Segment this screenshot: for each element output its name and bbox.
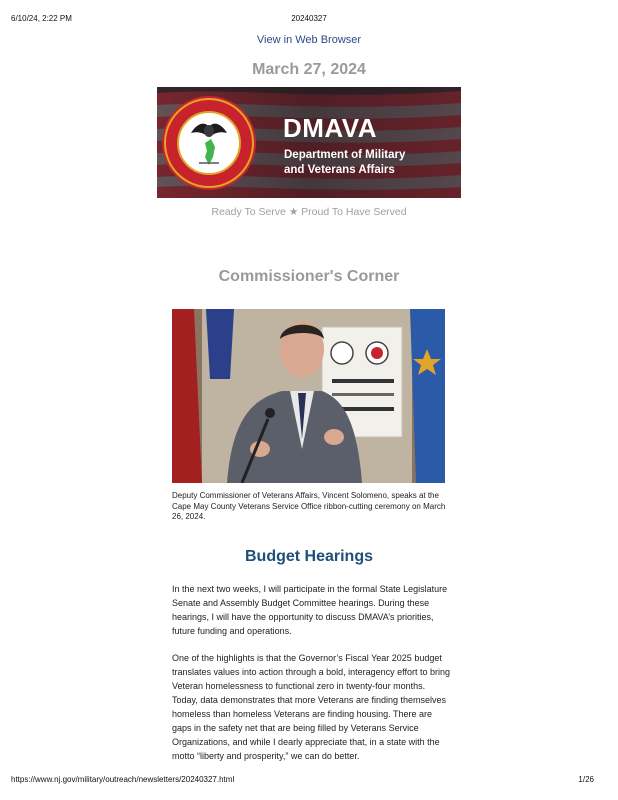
banner-title: DMAVA — [283, 113, 377, 143]
page-number: 1/26 — [578, 775, 594, 784]
banner-subtitle-line1: Department of Military — [284, 149, 406, 161]
article-paragraph: One of the highlights is that the Governor’s Fiscal Year 2025 budget translates values into action through a bold, interagency effort to bring Veteran homelessness to functional zero in twenty-four months. Today, data demonstrates that more Veterans are finding themselves homeless than homeless Veterans are finding housing. There are gaps in the safety net that are being filled by Veterans Service Organizations, and while I dearly appreciate that, in a state with the motto “liberty and prosperity,” we can do better. — [172, 653, 451, 761]
photo-illustration — [172, 309, 445, 483]
banner-subtitle-line2: and Veterans Affairs — [284, 164, 395, 176]
tagline-right: Proud To Have Served — [301, 206, 407, 218]
tagline — [0, 206, 618, 218]
print-timestamp: 6/10/24, 2:22 PM — [11, 14, 72, 23]
photo-caption: Deputy Commissioner of Veterans Affairs, Vincent Solomeno, speaks at the Cape May County Veterans Service Office ribbon-cutting ceremony on March 26, 2024. — [172, 491, 446, 521]
star-icon: ★ — [288, 206, 299, 218]
print-url: https://www.nj.gov/military/outreach/newsletters/20240327.html — [11, 775, 235, 784]
print-doc-title: 20240327 — [291, 14, 327, 23]
dmava-banner — [157, 87, 461, 198]
view-in-web-browser-link[interactable]: View in Web Browser — [256, 34, 362, 46]
department-seal-icon — [162, 96, 256, 190]
speaker-photo — [172, 309, 445, 483]
tagline-left: Ready To Serve — [211, 206, 286, 218]
newsletter-date: March 27, 2024 — [252, 61, 366, 78]
print-footer — [0, 775, 618, 787]
section-title-commissioners-corner: Commissioner's Corner — [218, 268, 400, 285]
article-paragraph: In the next two weeks, I will participate in the formal State Legislature Senate and Assembly Budget Committee hearings. During these hearings, I will have the opportunity to discuss DMAVA’s priorities, future funding and operations. — [172, 584, 448, 636]
print-header — [0, 14, 618, 26]
article-heading-budget-hearings: Budget Hearings — [244, 548, 373, 565]
